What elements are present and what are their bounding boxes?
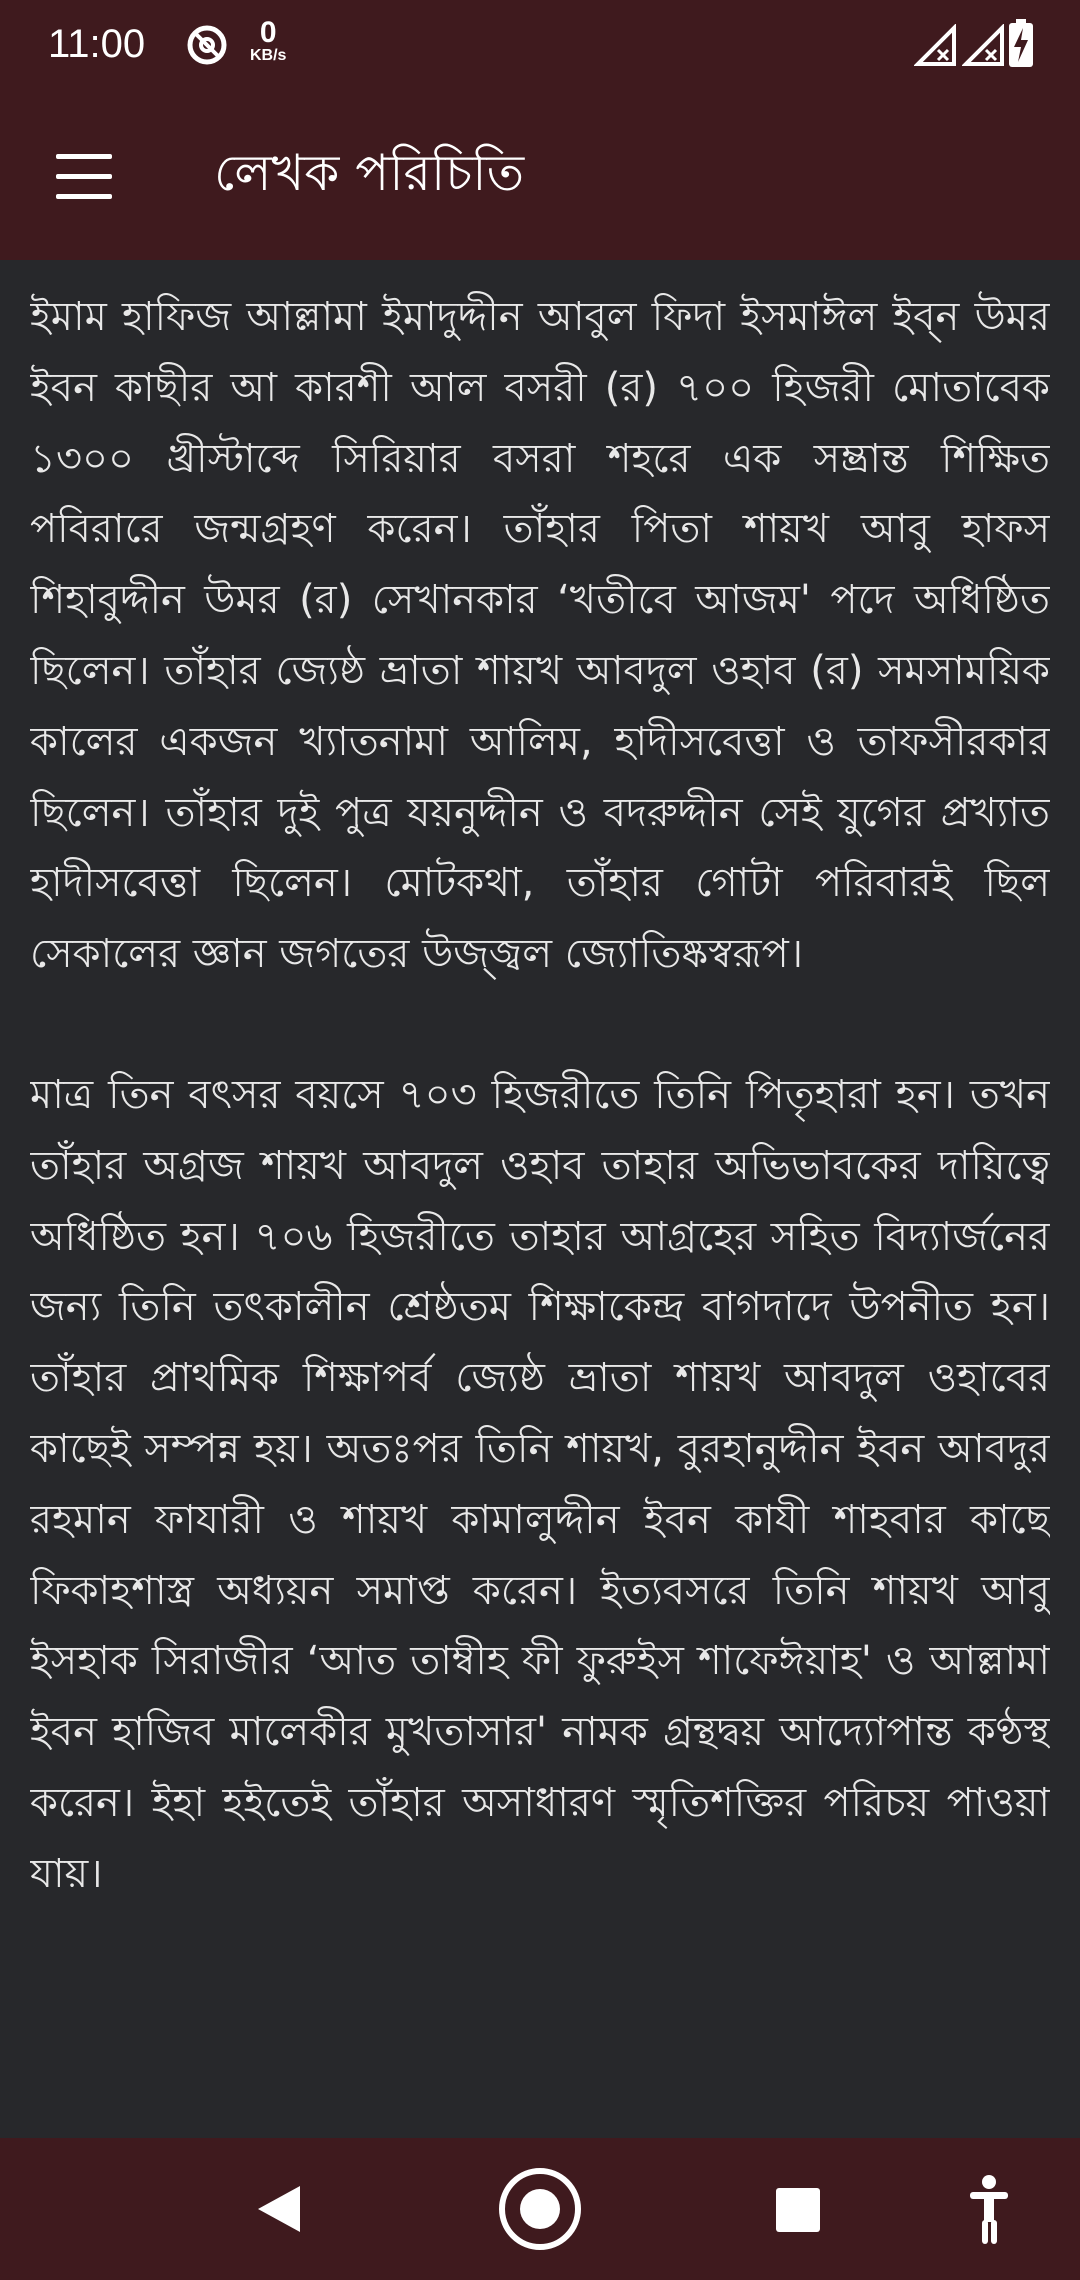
network-speed [250,18,286,64]
navigation-bar [0,2138,1080,2280]
network-speed-unit: KB/s [250,47,287,64]
back-icon[interactable] [236,2164,326,2254]
hamburger-menu-icon[interactable] [44,144,124,214]
signal-no-data-icon [914,24,956,70]
battery-charging-icon [1008,18,1034,72]
recents-icon[interactable] [752,2164,842,2254]
article-paragraph: ইমাম হাফিজ আল্লামা ইমাদুদ্দীন আবুল ফিদা ইসমাঈল ইব্ন উমর ইবন কাছীর আ কারশী আল বসরী (র) ৭০০ হিজরী মোতাবেক ১৩০০ খ্রীস্টাব্দে সিরিয়ার বসরা শহরে এক সম্ভ্রান্ত শিক্ষিত পবিরারে জন্মগ্রহণ করেন। তাঁহার পিতা শায়খ আবু হাফস শিহাবুদ্দীন উমর (র) সেখানকার ‘খতীবে আজম' পদে অধিষ্ঠিত ছিলেন। তাঁহার জ্যেষ্ঠ ভ্রাতা শায়খ আবদুল ওহাব (র) সমসাময়িক কালের একজন খ্যাতনামা আলিম, হাদীসবেত্তা ও তাফসীরকার ছিলেন। তাঁহার দুই পুত্র যয়নুদ্দীন ও বদরুদ্দীন সেই যুগের প্রখ্যাত হাদীসবেত্তা ছিলেন। মোটকথা, তাঁহার গোটা পরিবারই ছিল সেকালের জ্ঞান জগতের উজ্জ্বল জ্যোতিষ্কস্বরূপ। [30,294,1050,978]
article-content [30,282,1050,2102]
status-time: 11:00 [48,22,146,66]
home-icon[interactable] [495,2164,585,2254]
at-sign-icon [184,22,230,72]
network-speed-value: 0 [259,16,277,49]
page-title: লেখক পরিচিতি [214,144,525,202]
status-bar [0,0,1080,92]
app-bar [0,92,1080,260]
article-paragraph: মাত্র তিন বৎসর বয়সে ৭০৩ হিজরীতে তিনি পিতৃহারা হন। তখন তাঁহার অগ্রজ শায়খ আবদুল ওহাব তাহার অভিভাবকের দায়িত্বে অধিষ্ঠিত হন। ৭০৬ হিজরীতে তাহার আগ্রহের সহিত বিদ্যার্জনের জন্য তিনি তৎকালীন শ্রেষ্ঠতম শিক্ষাকেন্দ্র বাগদাদে উপনীত হন। তাঁহার প্রাথমিক শিক্ষাপর্ব জ্যেষ্ঠ ভ্রাতা শায়খ আবদুল ওহাবের কাছেই সম্পন্ন হয়। অতঃপর তিনি শায়খ, বুরহানুদ্দীন ইবন আবদুর রহমান ফাযারী ও শায়খ কামালুদ্দীন ইবন কাযী শাহবার কাছে ফিকাহশাস্ত্র অধ্যয়ন সমাপ্ত করেন। ইত্যবসরে তিনি শায়খ আবু ইসহাক সিরাজীর ‘আত তাম্বীহ ফী ফুরুইস শাফেঈয়াহ' ও আল্লামা ইবন হাজিব মালেকীর মুখতাসার' নামক গ্রন্থদ্বয় আদ্যোপান্ত কণ্ঠস্থ করেন। ইহা হইতেই তাঁহার অসাধারণ স্মৃতিশক্তির পরিচয় পাওয়া যায়। [30,1071,1050,1897]
accessibility-icon[interactable] [944,2164,1034,2254]
signal-no-data-icon [962,24,1004,70]
